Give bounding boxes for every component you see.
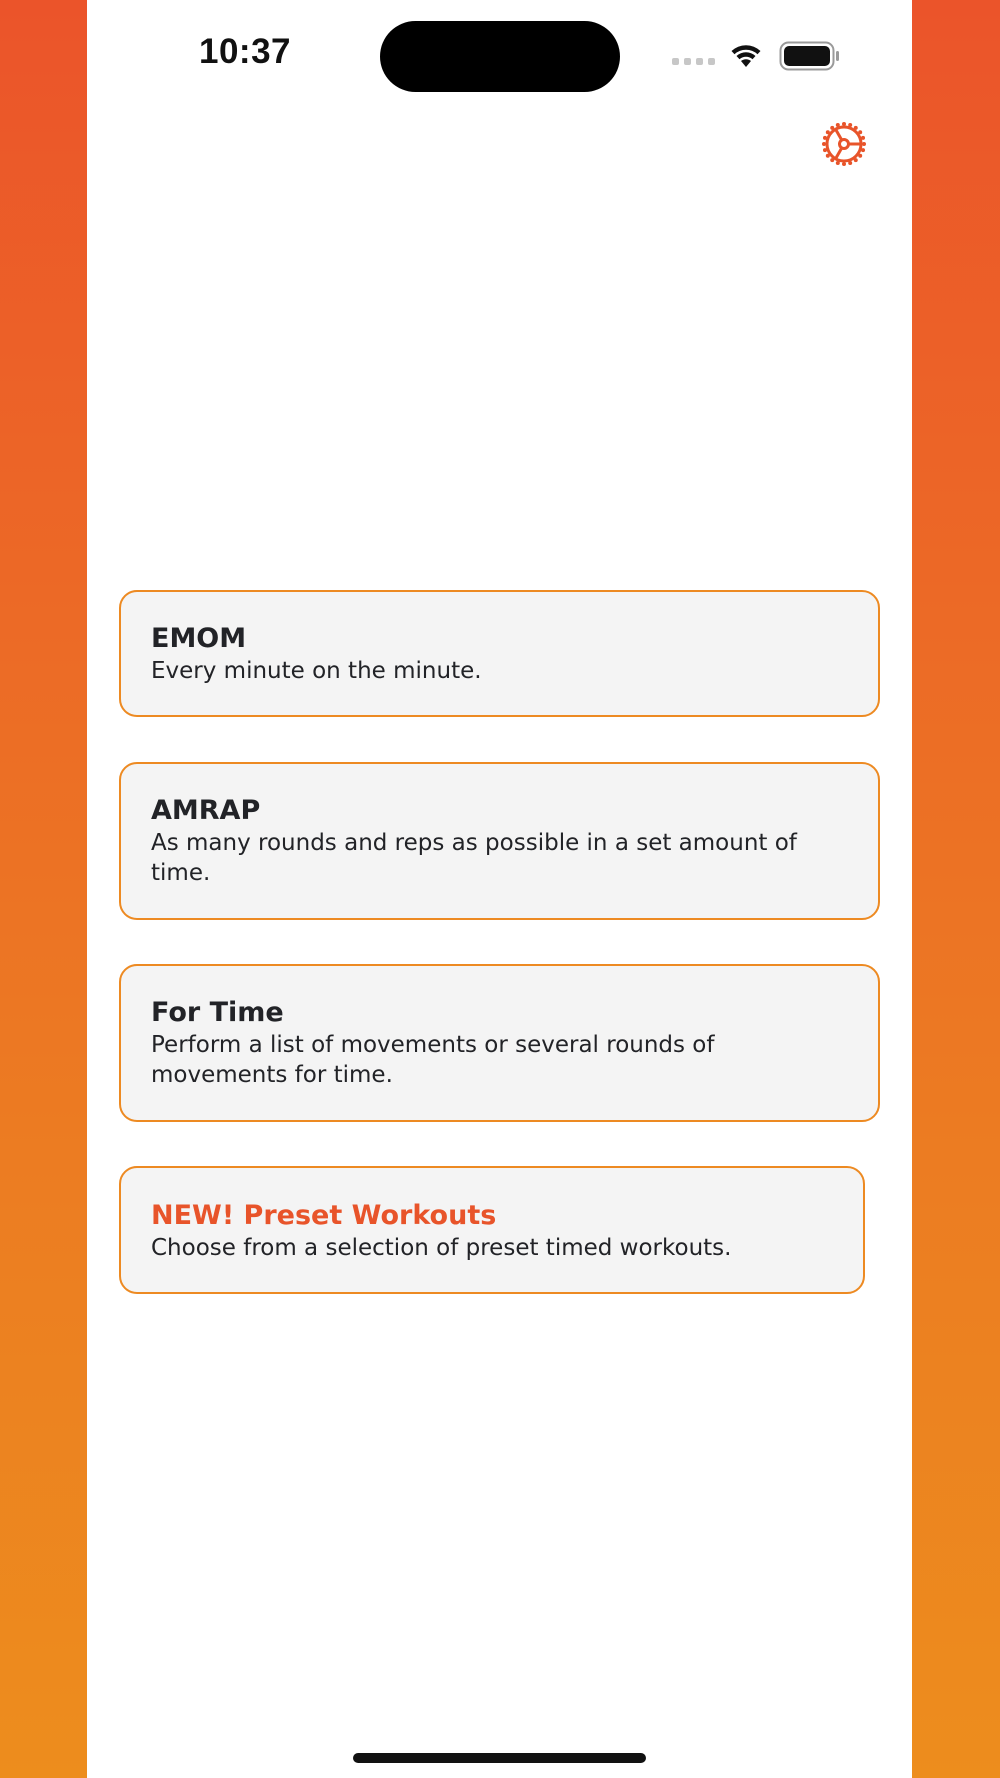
workout-title: EMOM [151, 623, 247, 654]
gear-icon [820, 120, 868, 168]
status-time: 10:37 [199, 32, 292, 71]
status-bar [87, 0, 912, 110]
battery-icon [779, 41, 841, 71]
workout-title: AMRAP [151, 795, 261, 826]
workout-card-preset[interactable] [119, 1166, 865, 1294]
workout-card-for-time[interactable] [119, 964, 880, 1122]
app-screen [87, 0, 912, 1778]
workout-card-emom[interactable] [119, 590, 880, 717]
workout-description: As many rounds and reps as possible in a set amount of time. [151, 830, 797, 886]
workout-description: Every minute on the minute. [151, 658, 482, 684]
dynamic-island [380, 21, 620, 92]
cellular-signal-icon [672, 58, 715, 65]
home-indicator[interactable] [353, 1753, 646, 1763]
workout-description: Choose from a selection of preset timed workouts. [151, 1235, 732, 1261]
workout-title: NEW! Preset Workouts [151, 1200, 497, 1231]
wifi-icon [727, 40, 765, 70]
workout-card-amrap[interactable] [119, 762, 880, 920]
workout-description: Perform a list of movements or several rounds of movements for time. [151, 1032, 715, 1088]
workout-title: For Time [151, 997, 284, 1028]
settings-button[interactable] [820, 120, 868, 168]
